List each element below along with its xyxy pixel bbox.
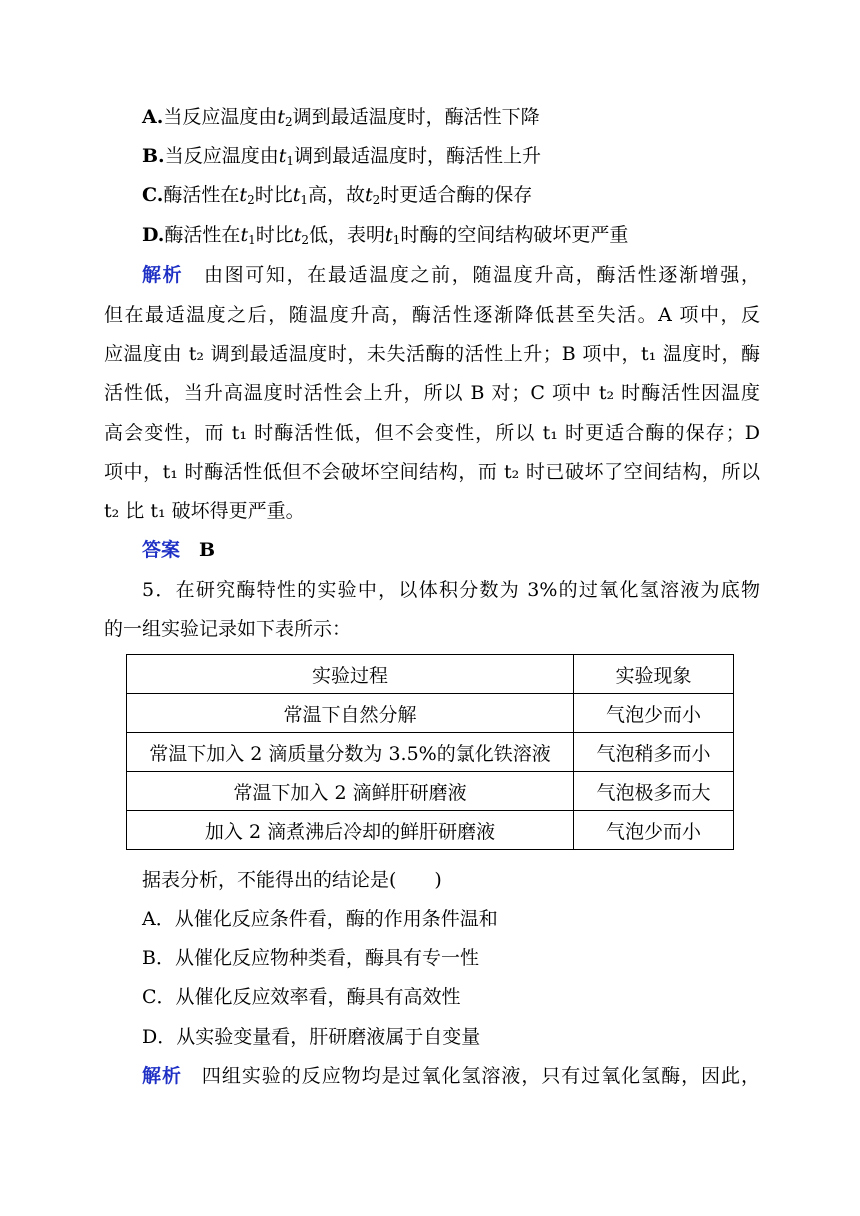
analysis-label: 解析 — [142, 264, 184, 286]
q5-prompt: 据表分析，不能得出的结论是( ) — [142, 869, 442, 891]
table-cell: 常温下加入 2 滴鲜肝研磨液 — [127, 772, 574, 811]
q5-option-a: A．从催化反应条件看，酶的作用条件温和 — [142, 908, 498, 930]
table-cell: 常温下加入 2 滴质量分数为 3.5%的氯化铁溶液 — [127, 733, 574, 772]
table-cell: 气泡少而小 — [574, 694, 734, 733]
analysis-label: 解析 — [142, 1065, 182, 1087]
q4-analysis-line-4: 活性低，当升高温度时活性会上升，所以 B 对；C 项中 t₂ 时酶活性因温度 — [104, 382, 760, 404]
table-row — [127, 733, 734, 772]
table-cell: 加入 2 滴煮沸后冷却的鲜肝研磨液 — [127, 811, 574, 850]
answer-label: 答案 — [142, 539, 181, 561]
header-phenomenon: 实验现象 — [574, 655, 734, 694]
q5-stem-line-2: 的一组实验记录如下表所示： — [104, 618, 352, 640]
q5-option-d: D．从实验变量看，肝研磨液属于自变量 — [142, 1026, 481, 1048]
q4-analysis-line-1: 解析 由图可知，在最适温度之前，随温度升高，酶活性逐渐增强， — [142, 264, 760, 286]
table-cell: 气泡少而小 — [574, 811, 734, 850]
table-cell: 气泡稍多而小 — [574, 733, 734, 772]
q5-stem-line-1: 5．在研究酶特性的实验中，以体积分数为 3%的过氧化氢溶液为底物 — [142, 579, 760, 601]
answer-value: B — [199, 539, 216, 561]
q4-analysis-line-6: 项中，t₁ 时酶活性低但不会破坏空间结构，而 t₂ 时已破坏了空间结构，所以 — [104, 461, 760, 483]
table-cell: 常温下自然分解 — [127, 694, 574, 733]
q4-analysis-line-7: t₂ 比 t₁ 破坏得更严重。 — [104, 500, 305, 522]
q4-analysis-line-2: 但在最适温度之后，随温度升高，酶活性逐渐降低甚至失活。A 项中，反 — [104, 304, 760, 326]
q5-analysis-line-1: 解析 四组实验的反应物均是过氧化氢溶液，只有过氧化氢酶，因此， — [142, 1065, 760, 1087]
q5-option-c: C．从催化反应效率看，酶具有高效性 — [142, 986, 461, 1008]
q4-option-b: B.当反应温度由$t_1$调到最适温度时，酶活性上升 — [142, 145, 541, 168]
q5-option-b: B．从催化反应物种类看，酶具有专一性 — [142, 947, 479, 969]
table-header-row — [127, 655, 734, 694]
experiment-table — [126, 654, 734, 850]
table-cell: 气泡极多而大 — [574, 772, 734, 811]
q4-option-d: D.酶活性在$t_1$时比$t_2$低，表明$t_1$时酶的空间结构破坏更严重 — [142, 224, 629, 247]
q4-option-c: C.酶活性在$t_2$时比$t_1$高，故$t_2$时更适合酶的保存 — [142, 184, 533, 207]
table-row — [127, 811, 734, 850]
header-process: 实验过程 — [127, 655, 574, 694]
q4-option-a: A.当反应温度由$t_2$调到最适温度时，酶活性下降 — [142, 106, 540, 129]
table-row — [127, 772, 734, 811]
q4-analysis-line-3: 应温度由 t₂ 调到最适温度时，未失活酶的活性上升；B 项中，t₁ 温度时，酶 — [104, 343, 760, 365]
table-row — [127, 694, 734, 733]
q4-analysis-line-5: 高会变性，而 t₁ 时酶活性低，但不会变性，所以 t₁ 时更适合酶的保存；D — [104, 422, 760, 444]
q4-answer — [142, 537, 798, 563]
